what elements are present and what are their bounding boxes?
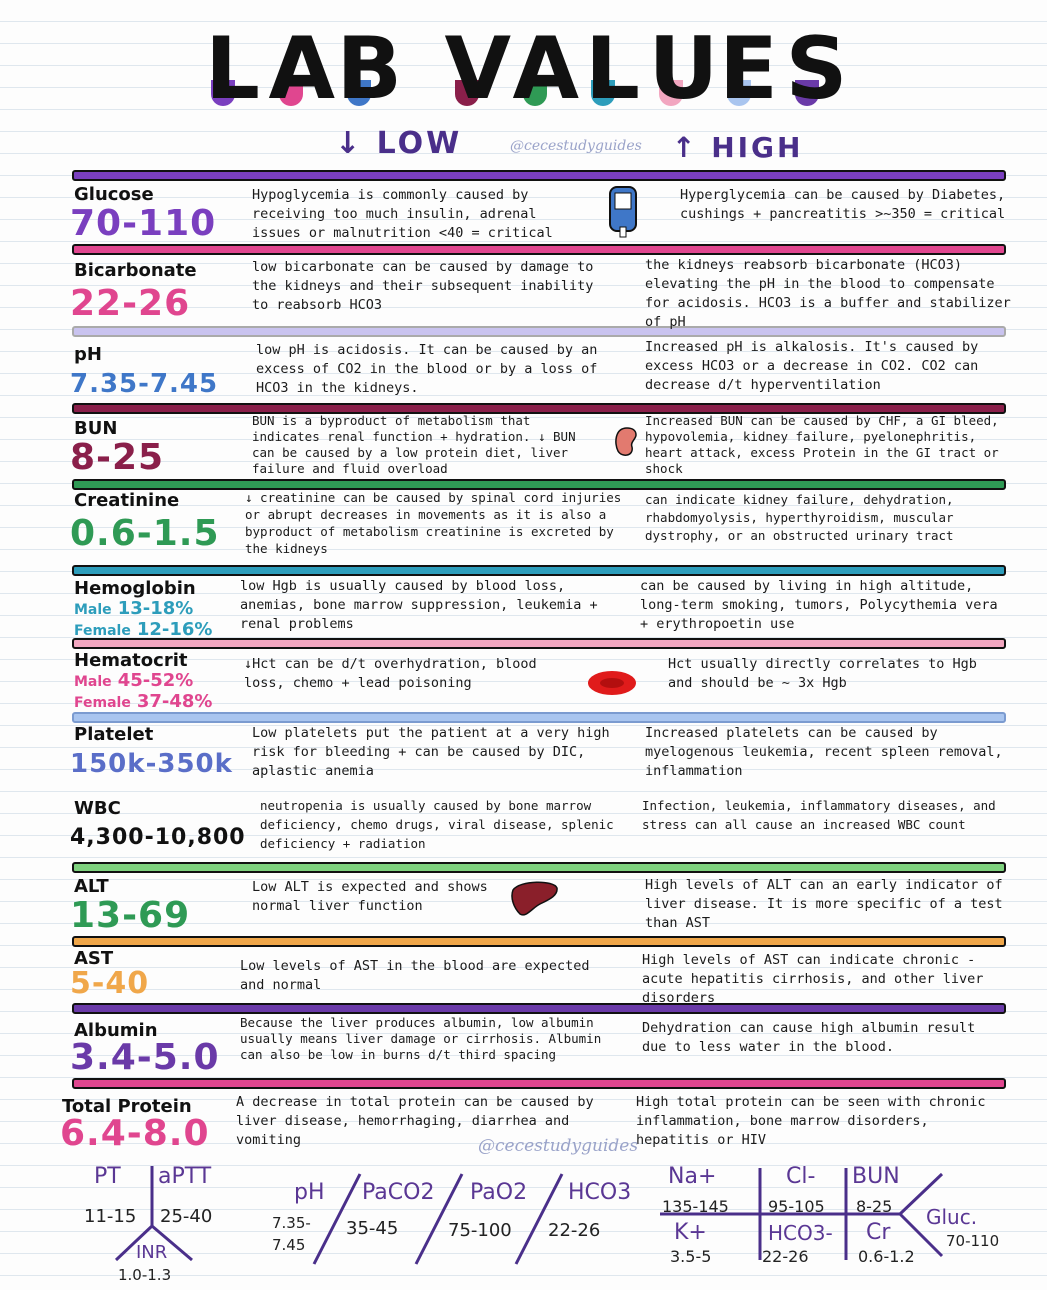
pao2-value: 75-100 xyxy=(448,1220,512,1241)
pt-value: 11-15 xyxy=(84,1206,137,1227)
hco3-value: 22-26 xyxy=(762,1247,809,1266)
ph-value: 7.35-7.45 xyxy=(272,1214,311,1254)
high-text: can be caused by living in high altitude, long-term smoking, tumors, Polycythemia vera + erythropoetin use xyxy=(640,578,998,632)
high-text: Infection, leukemia, inflammatory diseases, and stress can all cause an increased WBC count xyxy=(642,798,996,832)
high-text: Hct usually directly correlates to Hgb and should be ~ 3x Hgb xyxy=(668,656,977,691)
lab-range: 8-25 xyxy=(70,437,165,478)
paco2-value: 35-45 xyxy=(346,1218,399,1239)
lab-name: ALT xyxy=(74,876,109,897)
lab-range: 70-110 xyxy=(70,203,217,244)
lab-name: Hemoglobin xyxy=(74,578,196,599)
pao2-label: PaO2 xyxy=(470,1180,528,1205)
female-label: Female xyxy=(74,695,131,711)
title-letter: S xyxy=(785,19,846,119)
watermark: @cecestudyguides xyxy=(510,138,642,154)
high-header: ↑ HIGH xyxy=(672,131,804,164)
low-text: Because the liver produces albumin, low albumin usually means liver damage or cirrhosis. Albumin can also be low in burns d/t third spacing xyxy=(240,1015,602,1062)
hco3-label: HCO3- xyxy=(768,1221,833,1245)
male-range xyxy=(74,672,193,691)
male-value: 45-52% xyxy=(117,670,194,691)
male-label: Male xyxy=(74,674,112,690)
high-text: Increased pH is alkalosis. It's caused by excess HCO3 or a decrease in CO2. CO2 can decrease d/t hyperventilation xyxy=(645,339,979,393)
high-text: Dehydration can cause high albumin result due to less water in the blood. xyxy=(642,1020,976,1055)
lab-name: Hematocrit xyxy=(74,650,188,671)
high-text: can indicate kidney failure, dehydration, rhabdomyolysis, hyperthyroidism, muscular dystrophy, or an obstructed urinary tract xyxy=(645,492,954,543)
high-text: High total protein can be seen with chronic inflammation, bone marrow disorders, hepatitis or HIV xyxy=(636,1094,986,1148)
lab-range: 4,300-10,800 xyxy=(70,825,246,850)
cr-value: 0.6-1.2 xyxy=(858,1247,915,1266)
lab-name: BUN xyxy=(74,418,118,439)
lab-name: Albumin xyxy=(74,1020,158,1041)
high-text: High levels of ALT can an early indicator of liver disease. It is more specific of a test than AST xyxy=(645,877,1003,931)
title-letter: L xyxy=(205,19,258,119)
pt-label: PT xyxy=(94,1164,121,1189)
lab-name: Platelet xyxy=(74,724,154,745)
lab-name: AST xyxy=(74,948,114,969)
title-letter: E xyxy=(719,19,776,119)
high-text: Increased platelets can be caused by myelogenous leukemia, recent spleen removal, inflammation xyxy=(645,725,1003,779)
title-letter: V xyxy=(444,19,510,119)
lab-range: 22-26 xyxy=(70,283,191,324)
divider xyxy=(72,244,1006,255)
title-letter: B xyxy=(336,19,401,119)
low-text: Low levels of AST in the blood are expected and normal xyxy=(240,958,590,993)
female-value: 37-48% xyxy=(136,691,213,712)
bun-label: BUN xyxy=(852,1164,900,1189)
low-text: low Hgb is usually caused by blood loss, anemias, bone marrow suppression, leukemia + renal problems xyxy=(240,578,598,632)
low-text: Low ALT is expected and shows normal liver function xyxy=(252,879,488,914)
low-text: low pH is acidosis. It can be caused by an excess of CO2 in the blood or by a loss of HCO3 in the kidneys. xyxy=(256,342,598,396)
inr-value: 1.0-1.3 xyxy=(118,1266,172,1284)
male-label: Male xyxy=(74,602,112,618)
na-value: 135-145 xyxy=(662,1197,729,1216)
aptt-value: 25-40 xyxy=(160,1206,213,1227)
male-range xyxy=(74,600,193,619)
lab-name: WBC xyxy=(74,798,121,819)
high-text: Hyperglycemia can be caused by Diabetes, cushings + pancreatitis >~350 = critical xyxy=(680,187,1006,222)
lab-name: Bicarbonate xyxy=(74,260,197,281)
lab-range: 5-40 xyxy=(70,966,150,1001)
lab-range: 13-69 xyxy=(70,895,191,936)
low-text: Hypoglycemia is commonly caused by receiving too much insulin, adrenal issues or malnutrition <40 = critical xyxy=(252,187,553,241)
k-label: K+ xyxy=(674,1220,707,1245)
title-letter: A xyxy=(512,19,578,119)
na-label: Na+ xyxy=(668,1164,717,1189)
divider xyxy=(72,712,1006,723)
watermark: @cecestudyguides xyxy=(478,1136,639,1156)
lab-range: 7.35-7.45 xyxy=(70,369,219,399)
cl-label: Cl- xyxy=(786,1164,816,1189)
hco3-label: HCO3 xyxy=(568,1180,632,1205)
lab-name: Total Protein xyxy=(62,1096,192,1117)
divider xyxy=(72,1078,1006,1089)
cl-value: 95-105 xyxy=(768,1197,825,1216)
k-value: 3.5-5 xyxy=(670,1247,712,1266)
lab-name: Creatinine xyxy=(74,490,180,511)
low-text: ↓ creatinine can be caused by spinal cord injuries or abrupt decreases in movements as it is also a byproduct of metabolism creatinine is excreted by the kidneys xyxy=(245,490,622,556)
female-label: Female xyxy=(74,623,131,639)
page-title xyxy=(0,19,1047,119)
lab-range: 3.4-5.0 xyxy=(70,1037,220,1078)
hco3-value: 22-26 xyxy=(548,1220,601,1241)
cr-label: Cr xyxy=(866,1220,891,1245)
high-text: High levels of AST can indicate chronic - acute hepatitis cirrhosis, and other liver disorders xyxy=(642,952,984,1006)
low-text: A decrease in total protein can be caused by liver disease, hemorrhaging, diarrhea and vomiting xyxy=(236,1094,594,1148)
ph-label: pH xyxy=(294,1180,325,1205)
high-text: the kidneys reabsorb bicarbonate (HCO3) elevating the pH in the blood to compensate for acidosis. HCO3 is a buffer and stabilizer of pH xyxy=(645,257,1011,330)
low-text: ↓Hct can be d/t overhydration, blood loss, chemo + lead poisoning xyxy=(244,656,537,691)
divider xyxy=(72,565,1006,576)
gluc-value: 70-110 xyxy=(946,1232,1000,1250)
lab-range: 6.4-8.0 xyxy=(60,1113,210,1154)
paco2-label: PaCO2 xyxy=(362,1180,435,1205)
divider xyxy=(72,936,1006,947)
female-range xyxy=(74,693,212,712)
title-letter: U xyxy=(648,19,717,119)
aptt-label: aPTT xyxy=(158,1164,212,1189)
female-value: 12-16% xyxy=(136,619,213,640)
gluc-label: Gluc. xyxy=(926,1205,978,1229)
low-text: neutropenia is usually caused by bone marrow deficiency, chemo drugs, viral disease, splenic deficiency + radiation xyxy=(260,798,614,851)
low-text: low bicarbonate can be caused by damage to the kidneys and their subsequent inability to reabsorb HCO3 xyxy=(252,259,594,313)
low-text: BUN is a byproduct of metabolism that indicates renal function + hydration. ↓ BUN can be caused by a low protein diet, liver failure and fluid overload xyxy=(252,413,576,476)
title-letter: L xyxy=(585,19,638,119)
lab-range: 150k-350k xyxy=(70,749,233,779)
high-text: Increased BUN can be caused by CHF, a GI bleed, hypovolemia, kidney failure, pyelonephritis, heart attack, excess Protein in the GI tract or shock xyxy=(645,413,999,476)
kidney-icon xyxy=(612,425,642,459)
bun-value: 8-25 xyxy=(856,1197,893,1216)
male-value: 13-18% xyxy=(117,598,194,619)
lab-range: 0.6-1.5 xyxy=(70,513,220,554)
divider xyxy=(72,170,1006,181)
low-text: Low platelets put the patient at a very high risk for bleeding + can be caused by DIC, aplastic anemia xyxy=(252,725,610,779)
divider xyxy=(72,862,1006,873)
blood-cell-icon xyxy=(586,668,638,698)
glucometer-icon xyxy=(606,183,644,239)
low-header: ↓ LOW xyxy=(335,126,463,161)
lab-name: Glucose xyxy=(74,184,154,205)
female-range xyxy=(74,621,212,640)
title-letter: A xyxy=(268,19,334,119)
inr-label: INR xyxy=(136,1242,168,1263)
lab-name: pH xyxy=(74,344,102,365)
liver-icon xyxy=(510,878,560,922)
